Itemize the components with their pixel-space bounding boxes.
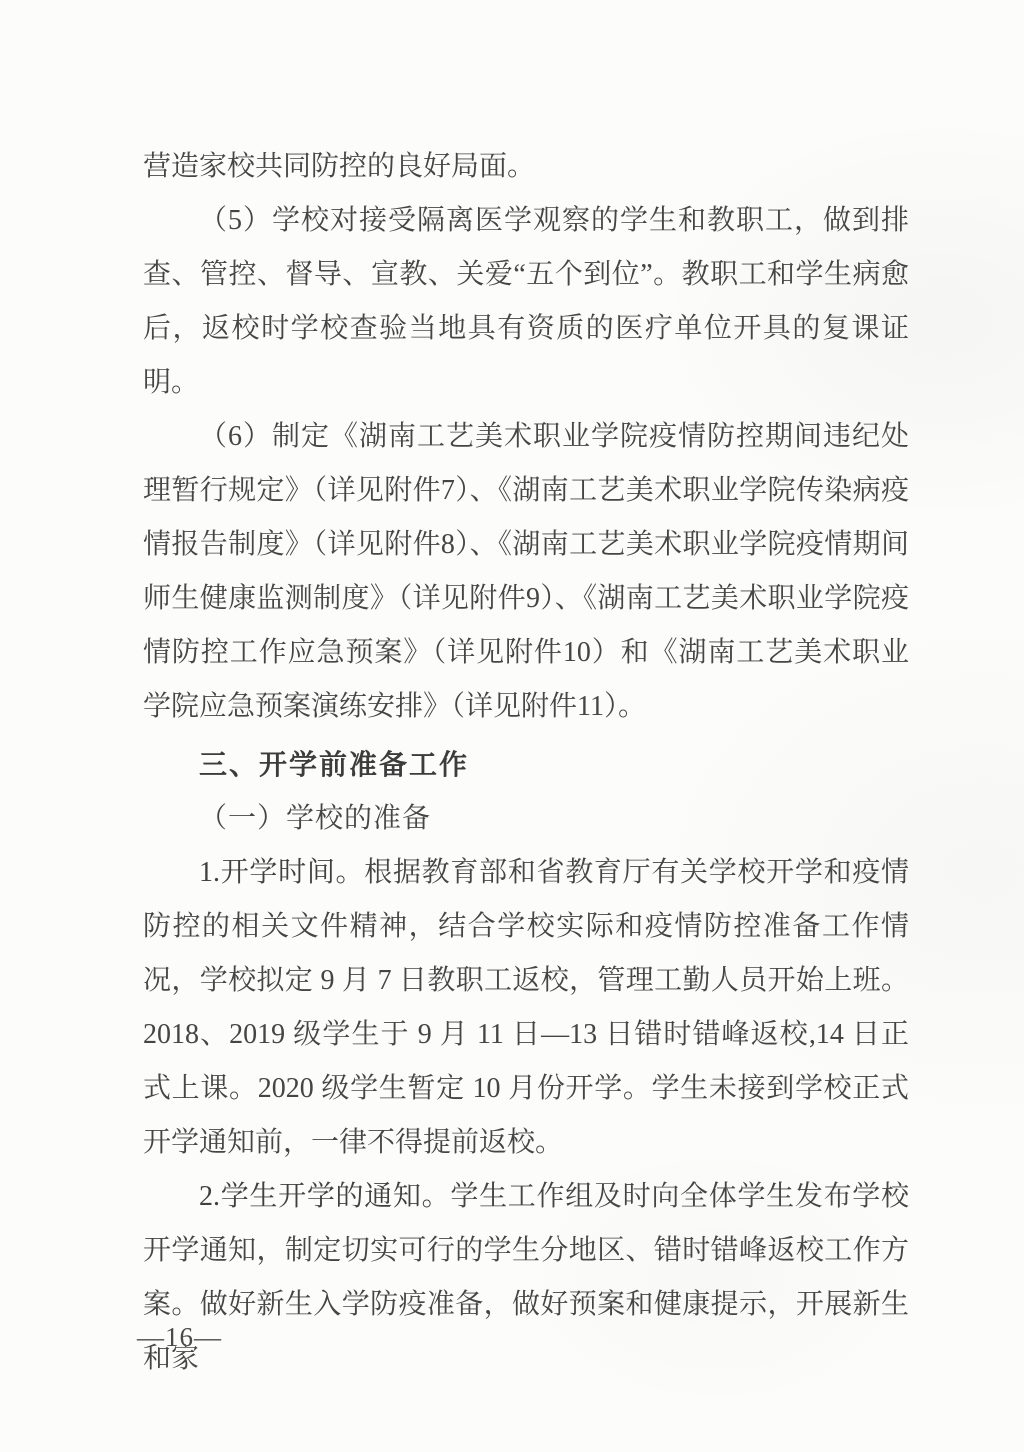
section-heading-part-three: 三、开学前准备工作 bbox=[199, 749, 470, 780]
paragraph-lead-student-notice: 2.学生开学的通知。 bbox=[199, 1181, 451, 1212]
paragraph-text-student-notice: 学生工作组及时向全体学生发布学校开学通知，制定切实可行的学生分地区、错时错峰返校工作方案。做好新生入学防疫准备，做好预案和健康提示，开展新生和家 bbox=[143, 1181, 909, 1374]
sub-heading-school-preparation: （一）学校的准备 bbox=[199, 803, 432, 834]
paragraph-lead-opening-time: 1.开学时间。 bbox=[199, 857, 365, 888]
paragraph-text-opening-time: 根据教育部和省教育厅有关学校开学和疫情防控的相关文件精神，结合学校实际和疫情防控准备工作情况，学校拟定 9 月 7 日教职工返校，管理工勤人员开始上班。2018、2019 级学生于 9 月 11 日—13 日错时错峰返校,14 日正式上课。2020 级学生暂定 10 月份开学。学生未接到学校正式开学通知前，一律不得提前返校。 bbox=[143, 857, 909, 1158]
body-paragraph-continuation: 营造家校共同防控的良好局面。 bbox=[143, 151, 536, 182]
body-paragraph-item-6: （6）制定《湖南工艺美术职业学院疫情防控期间违纪处理暂行规定》（详见附件7）、《湖南工艺美术职业学院传染病疫情报告制度》（详见附件8）、《湖南工艺美术职业学院疫情期间师生健康监测制度》（详见附件9）、《湖南工艺美术职业学院疫情防控工作应急预案》（详见附件10）和《湖南工艺美术职业学院应急预案演练安排》（详见附件11）。 bbox=[143, 421, 909, 722]
page-number: —16— bbox=[137, 1322, 222, 1352]
body-paragraph-opening-time bbox=[143, 846, 909, 1170]
body-paragraph-item-5: （5）学校对接受隔离医学观察的学生和教职工，做到排查、管控、督导、宣教、关爱“五个到位”。教职工和学生病愈后，返校时学校查验当地具有资质的医疗单位开具的复课证明。 bbox=[143, 205, 909, 398]
body-paragraph-student-notice bbox=[143, 1170, 909, 1386]
page-footer bbox=[137, 1322, 222, 1353]
document-body bbox=[143, 140, 909, 1386]
